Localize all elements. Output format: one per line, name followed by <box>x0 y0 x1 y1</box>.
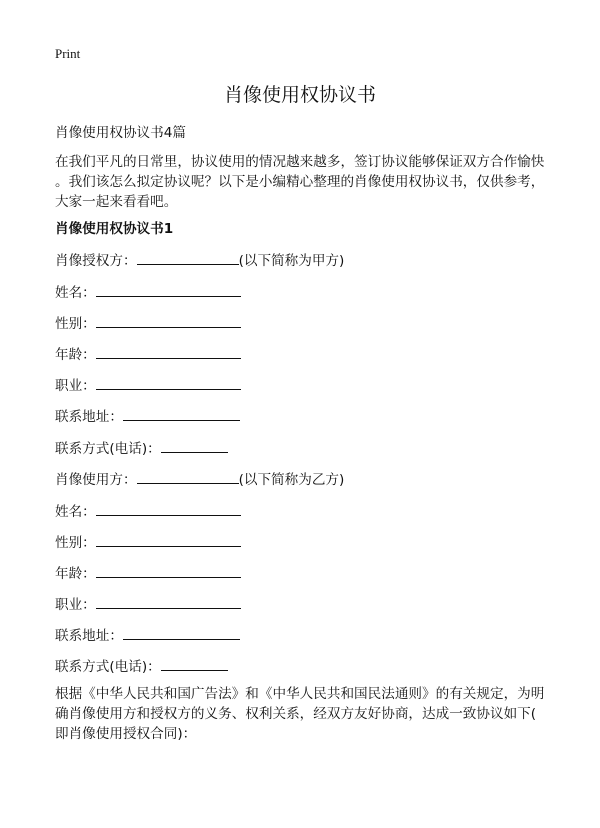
blank-line <box>137 469 239 484</box>
field-label: 性别： <box>55 535 96 551</box>
section-heading: 肖像使用权协议书1 <box>55 221 174 237</box>
field-label: 职业： <box>55 597 96 613</box>
a-contact-row <box>55 437 228 457</box>
party-b-row <box>55 468 344 488</box>
field-label: 姓名： <box>55 504 96 520</box>
field-label: 联系地址： <box>55 409 123 425</box>
blank-line <box>96 313 241 328</box>
a-gender-row <box>55 312 241 332</box>
field-label: 肖像授权方： <box>55 253 137 269</box>
basis-line: 确肖像使用方和授权方的义务、权利关系，经双方友好协商，达成一致协议如下( <box>55 706 537 722</box>
basis-line: 即肖像使用授权合同)： <box>55 726 197 742</box>
blank-line <box>96 532 241 547</box>
b-contact-row <box>55 655 228 675</box>
blank-line <box>123 406 240 421</box>
field-label: 职业： <box>55 378 96 394</box>
field-label: 年龄： <box>55 347 96 363</box>
field-label: 肖像使用方： <box>55 472 137 488</box>
a-age-row <box>55 343 241 363</box>
intro-line: 。我们该怎么拟定协议呢？以下是小编精心整理的肖像使用权协议书，仅供参考， <box>55 174 545 190</box>
a-address-row <box>55 405 240 425</box>
blank-line <box>137 250 239 265</box>
basis-line: 根据《中华人民共和国广告法》和《中华人民共和国民法通则》的有关规定，为明 <box>55 686 545 702</box>
field-suffix: (以下简称为甲方) <box>238 253 345 269</box>
blank-line <box>96 375 241 390</box>
blank-line <box>96 344 241 359</box>
b-gender-row <box>55 531 241 551</box>
intro-line: 大家一起来看看吧。 <box>55 194 178 210</box>
b-age-row <box>55 562 241 582</box>
b-address-row <box>55 624 240 644</box>
blank-line <box>96 563 241 578</box>
legal-basis-paragraph <box>55 684 544 744</box>
b-name-row <box>55 500 241 520</box>
blank-line <box>123 625 240 640</box>
blank-line <box>161 656 228 671</box>
page-title: 肖像使用权协议书 <box>223 84 376 106</box>
blank-line <box>96 594 241 609</box>
field-label: 联系方式(电话)： <box>55 659 161 675</box>
print-link[interactable]: Print <box>55 46 81 61</box>
b-job-row <box>55 593 241 613</box>
field-label: 联系地址： <box>55 628 123 644</box>
a-name-row <box>55 281 241 301</box>
field-label: 姓名： <box>55 285 96 301</box>
field-label: 联系方式(电话)： <box>55 441 161 457</box>
blank-line <box>96 282 241 297</box>
a-job-row <box>55 374 241 394</box>
field-suffix: (以下简称为乙方) <box>238 472 345 488</box>
party-a-row <box>55 249 344 269</box>
subtitle: 肖像使用权协议书4篇 <box>55 125 186 141</box>
blank-line <box>161 438 228 453</box>
field-label: 性别： <box>55 316 96 332</box>
intro-line: 在我们平凡的日常里，协议使用的情况越来越多，签订协议能够保证双方合作愉快 <box>55 154 545 170</box>
field-label: 年龄： <box>55 566 96 582</box>
intro-paragraph <box>55 152 544 212</box>
blank-line <box>96 501 241 516</box>
